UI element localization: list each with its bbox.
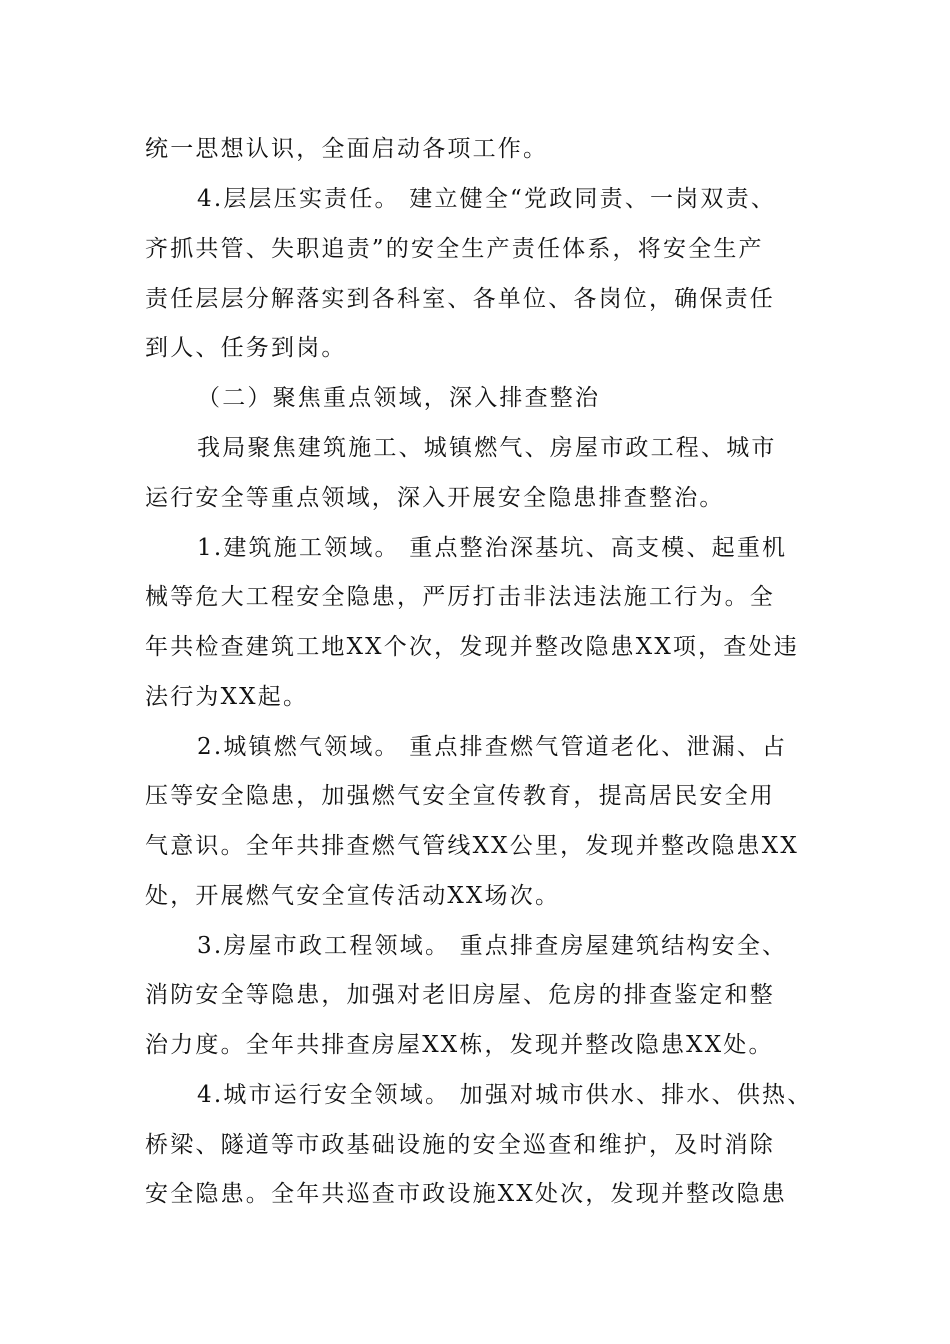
text-line: 械等危大工程安全隐患，严厉打击非法违法施工行为。全: [145, 584, 775, 610]
text-line: 我局聚焦建筑施工、城镇燃气、房屋市政工程、城市: [197, 435, 777, 461]
text-line: 安全隐患。全年共巡查市政设施XX处次，发现并整改隐患: [145, 1181, 787, 1207]
text-line: 气意识。全年共排查燃气管线XX公里，发现并整改隐患XX: [145, 833, 799, 859]
text-line: 2.城镇燃气领域。 重点排查燃气管道老化、泄漏、占: [197, 734, 788, 760]
text-line: 统一思想认识，全面启动各项工作。: [145, 136, 549, 162]
text-line: 3.房屋市政工程领域。 重点排查房屋建筑结构安全、: [197, 933, 788, 959]
text-line: 4.城市运行安全领域。 加强对城市供水、排水、供热、: [197, 1082, 813, 1108]
text-line: 运行安全等重点领域，深入开展安全隐患排查整治。: [145, 485, 725, 511]
text-line: 1.建筑施工领域。 重点整治深基坑、高支模、起重机: [197, 535, 788, 561]
text-line: 法行为XX起。: [145, 684, 309, 710]
text-line: 齐抓共管、失职追责”的安全生产责任体系，将安全生产: [145, 236, 764, 262]
text-line: 消防安全等隐患，加强对老旧房屋、危房的排查鉴定和整: [145, 982, 775, 1008]
text-line: 桥梁、隧道等市政基础设施的安全巡查和维护，及时消除: [145, 1132, 775, 1158]
text-line: 年共检查建筑工地XX个次，发现并整改隐患XX项，查处违: [145, 634, 799, 660]
section-heading: （二）聚焦重点领域，深入排查整治: [197, 385, 601, 411]
text-line: 责任层层分解落实到各科室、各单位、各岗位，确保责任: [145, 286, 775, 312]
text-line: 治力度。全年共排查房屋XX栋，发现并整改隐患XX处。: [145, 1032, 774, 1058]
text-line: 处，开展燃气安全宣传活动XX场次。: [145, 883, 561, 909]
text-line: 4.层层压实责任。 建立健全“党政同责、一岗双责、: [197, 186, 777, 212]
text-line: 压等安全隐患，加强燃气安全宣传教育，提高居民安全用: [145, 783, 775, 809]
text-line: 到人、任务到岗。: [145, 335, 347, 361]
